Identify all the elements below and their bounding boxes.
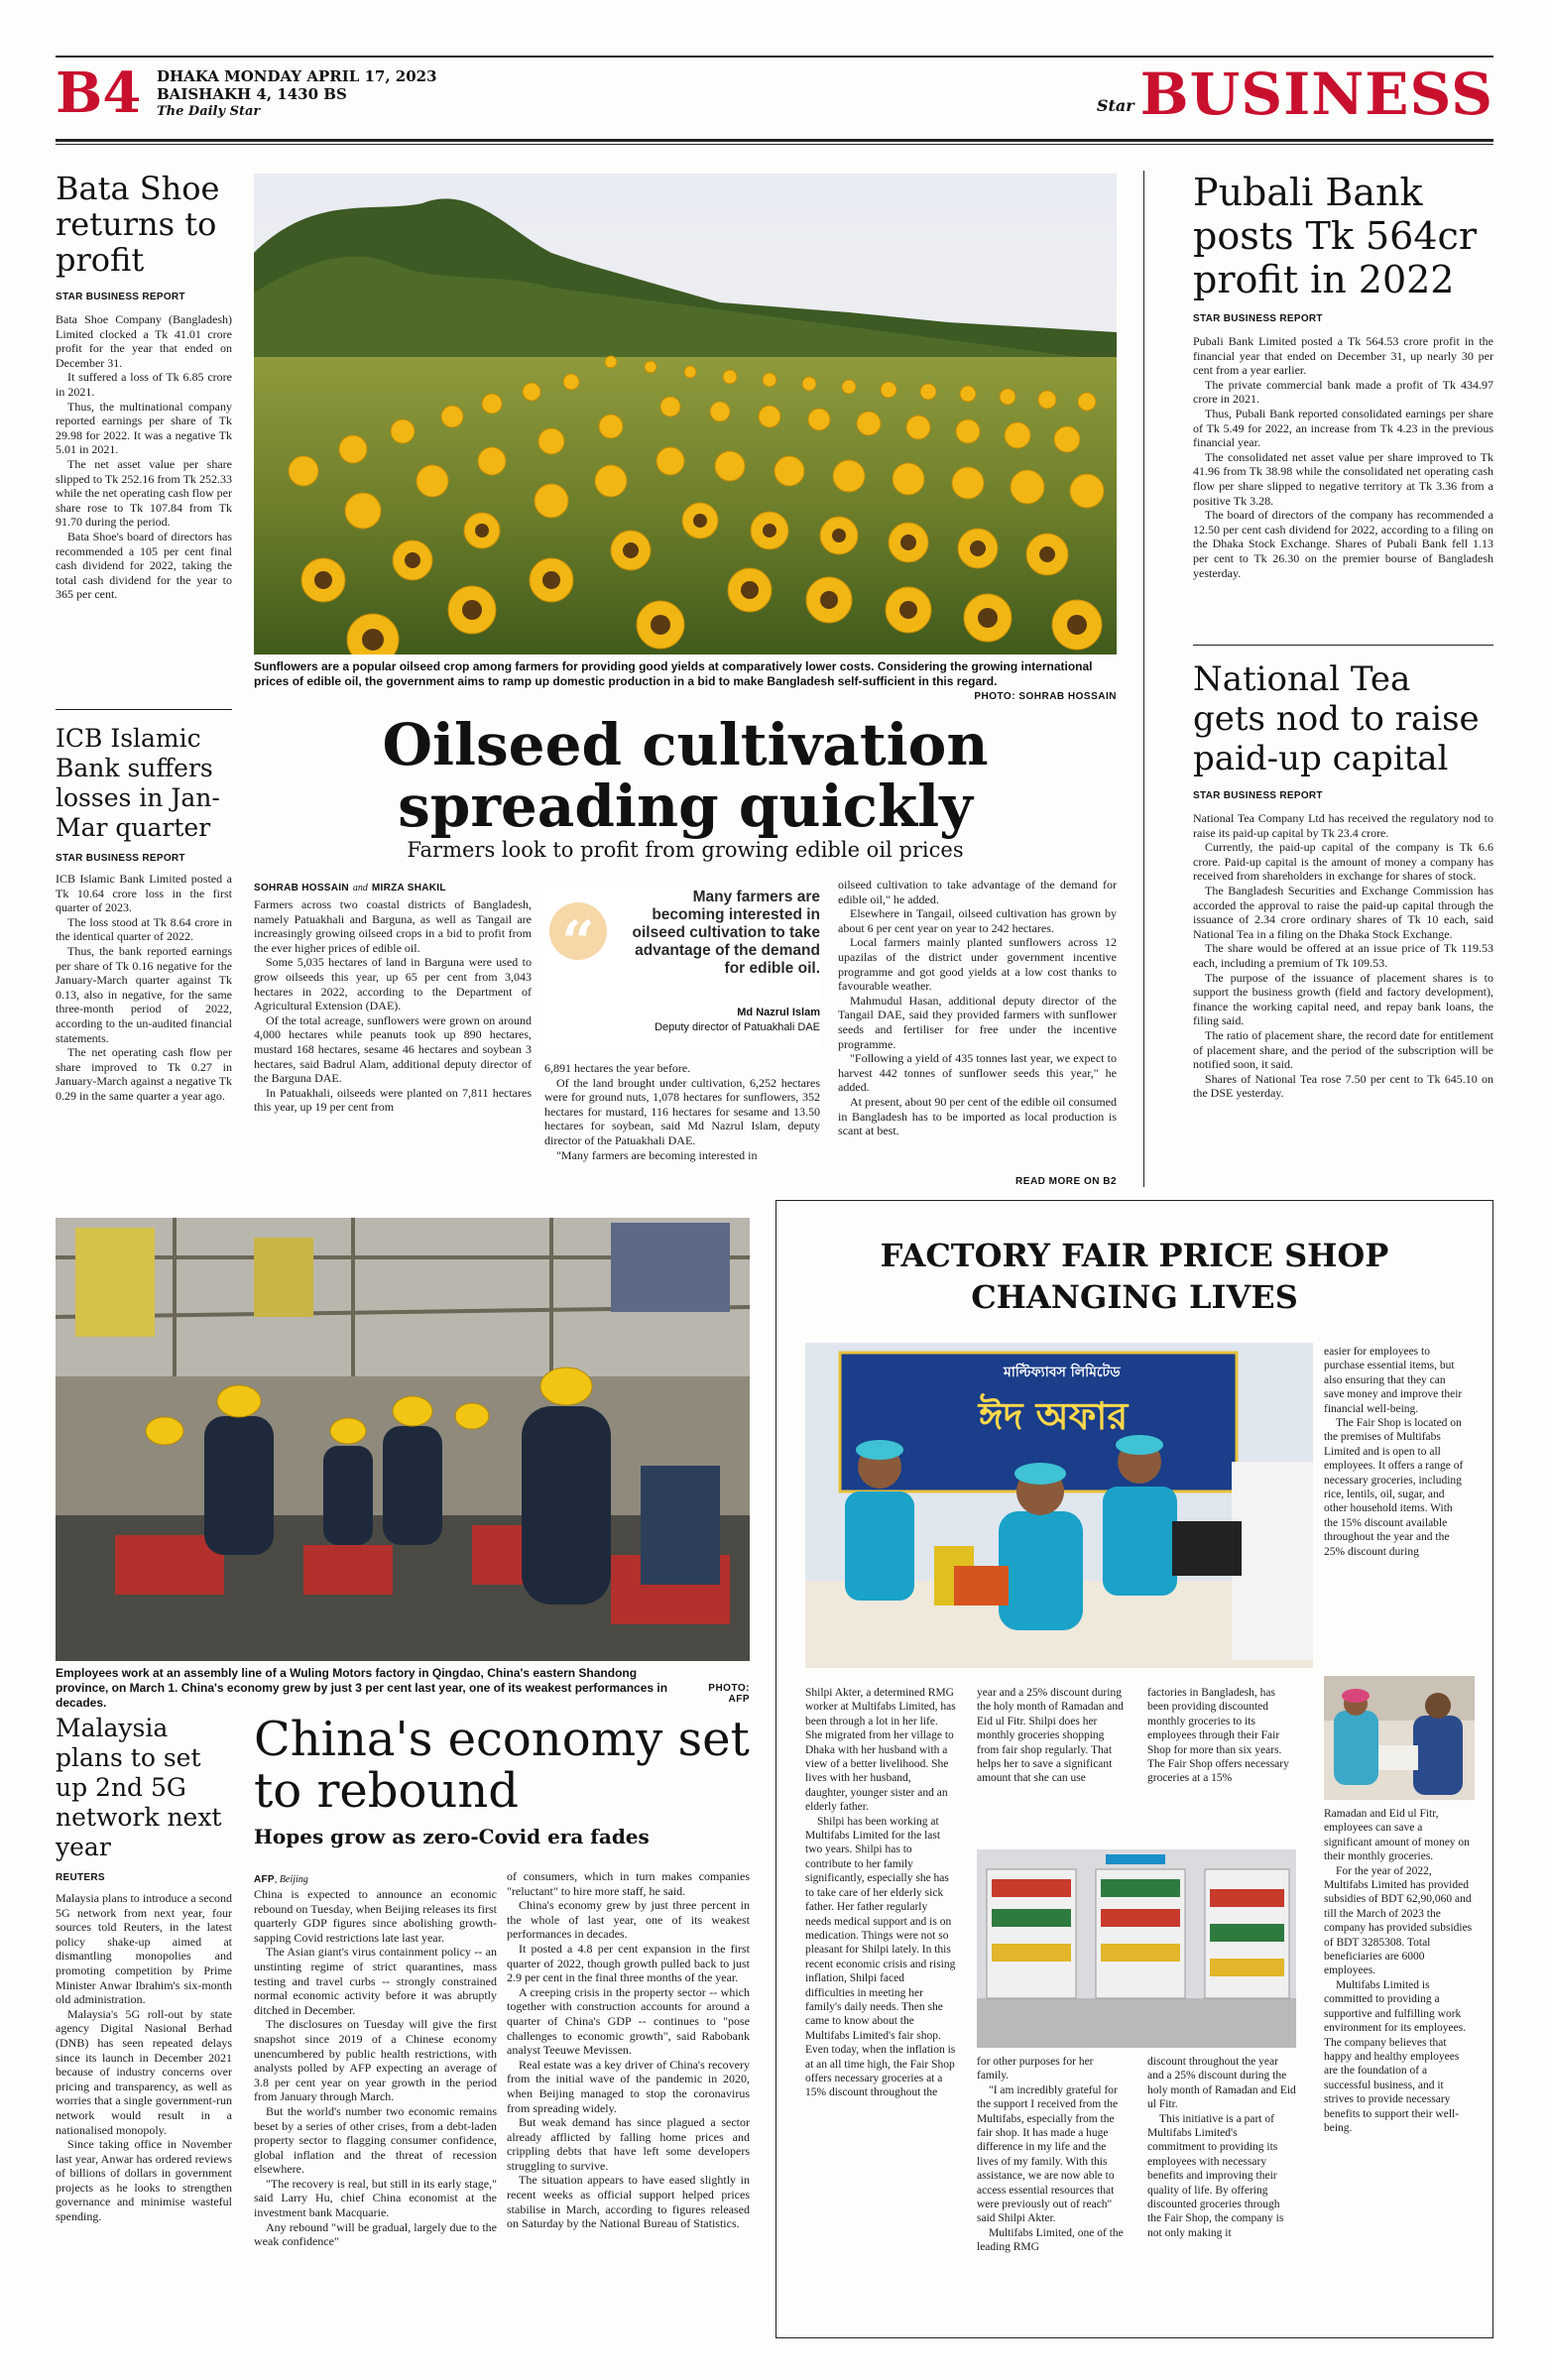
fair-shop-col3-top: factories in Bangladesh, has been providing discounted monthly groceries to its employees through their Fair Shop for more than six years. The Fair Shop offers necessary groceries at a 15%	[1147, 1687, 1289, 1785]
shop-aisle-photo	[977, 1849, 1296, 2048]
pubali-body: Pubali Bank Limited posted a Tk 564.53 crore profit in the financial year that ended on December 31, up nearly 30 per cent from a year earlier. The private commercial bank made a profit of Tk 434.97 crore in 2021. Thus, Pubali Bank reported consolidated earnings per share of Tk 5.49 for 2022, an increase from Tk 4.23 in the previous financial year. The consolidated net asset value per share improved to Tk 41.96 from Tk 38.98 while the consolidated net operating cash flow per share slipped to negative territory at Tk 3.36 from a positive Tk 3.28. The board of directors of the company has recommended a 12.50 per cent cash dividend for 2022, according to a filing on the Dhaka Stock Exchange. Shares of Pubali Bank fell 1.13 per cent to Tk 26.30 on the premier bourse of Bangladesh yesterday.	[1193, 334, 1493, 580]
tea-headline: National Tea gets nod to raise paid-up capital	[1193, 659, 1480, 778]
oilseed-col1: Farmers across two coastal districts of Bangladesh, namely Patuakhali and Barguna, as well as Tangail are increasingly growing oilseed crops in a bid to profit from the ever higher prices of edible oil. Some 5,035 hectares of land in Barguna were used to grow oilseeds this year, up 65 per cent from 3,043 hectares in 2022, according to the Department of Agricultural Extension (DAE). Of the total acreage, sunflowers were grown on around 4,000 hectares while peanuts took up 890 hectares, mustard 168 hectares, sesame 46 hectares and soybean 3 hectares, said Badrul Alam, additional deputy director of the Barguna DAE. In Patuakhali, oilseeds were planted on 7,811 hectares this year, up 19 per cent from	[254, 897, 532, 1115]
section-title: BUSINESS	[1139, 60, 1493, 128]
china-col1: China is expected to announce an economic rebound on Tuesday, when Beijing releases its first quarterly GDP figures since abolishing growth-sapping Covid restrictions late last year. The Asian giant's virus containment policy -- an unstinting regime of strict quarantines, mass testing and travel curbs -- strongly constrained normal economic activity before it was abruptly ditched in December. The disclosures on Tuesday will give the first snapshot since 2019 of a Chinese economy unencumbered by public health restrictions, with analysts polled by AFP expecting an average of 3.8 per cent year on year growth in the period from January through March. But the world's number two economic remains beset by a series of other crises, from a debt-laden property sector to flagging consumer confidence, global inflation and the threat of recession elsewhere. "The recovery is real, but still in its early stage," said Larry Hu, chief China economist at the investment bank Macquarie. Any rebound "will be gradual, largely due to the weak confidence"	[254, 1887, 497, 2249]
pubali-headline: Pubali Bank posts Tk 564cr profit in 2022	[1193, 171, 1477, 301]
china-headline: China's economy set to rebound	[254, 1712, 750, 1819]
page-number: B4	[56, 60, 142, 126]
malaysia-headline: Malaysia plans to set up 2nd 5G network next year	[56, 1714, 222, 1861]
shop-employee-photo	[1324, 1676, 1475, 1800]
bangla-date: BAISHAKH 4, 1430 BS	[157, 85, 347, 103]
china-photo-caption: Employees work at an assembly line of a Wuling Motors factory in Qingdao, China's eastern Shandong province, on March 1. China's economy grew by just 3 per cent last year, one of its weakest performances in decades.	[56, 1666, 668, 1710]
quote-title: Deputy director of Patuakhali DAE	[655, 1021, 820, 1033]
dateline: DHAKA MONDAY APRIL 17, 2023	[157, 67, 437, 85]
fair-shop-right-top: easier for employees to purchase essential items, but also ensuring that they can save money and improve their financial well-being. The Fair Shop is located on the premises of Multifabs Limited and is open to all employees. It offers a range of necessary groceries, including rice, lentils, oil, sugar, and other household items. With the 15% discount available throughout the year and the 25% discount during	[1324, 1346, 1464, 1558]
china-dateline: Beijing	[279, 1874, 308, 1885]
banner-company-name: মাল্টিফ্যাবস লিমিটেড	[1004, 1365, 1121, 1380]
eid-offer-shop-photo	[805, 1343, 1313, 1668]
icb-headline: ICB Islamic Bank suffers losses in Jan-Mar quarter	[56, 724, 220, 842]
oilseed-byline-b: MIRZA SHAKIL	[371, 883, 446, 893]
tea-body: National Tea Company Ltd has received the regulatory nod to raise its paid-up capital by Tk 23.4 crore. Currently, the paid-up capital of the company is Tk 6.6 crore. Paid-up capital is the amount of money a company has received from shareholders in exchange for shares of stock. The Bangladesh Securities and Exchange Commission has accorded the approval to raise the paid-up capital through the issuance of 2.34 crore ordinary shares of Tk 10 each, said National Tea in a filing on the Dhaka Stock Exchange. The share would be offered at an issue price of Tk 119.53 each, including a premium of Tk 109.53. The purpose of the issuance of placement shares is to support the business growth (field and factory development), finance the working capital need, and repay bank loans, the filing said. The ratio of placement share, the record date for entitlement of placement share, and the period of the subscription will be notified soon, it said. Shares of National Tea rose 7.50 per cent to Tk 645.10 on the DSE yesterday.	[1193, 811, 1493, 1101]
oilseed-subhead: Farmers look to profit from growing edible oil prices	[407, 838, 964, 862]
pull-quote	[544, 883, 820, 1051]
sunflower-credit: PHOTO: SOHRAB HOSSAIN	[974, 691, 1117, 702]
banner-eid-offer: ঈদ অফার	[978, 1394, 1129, 1438]
paper-logo: The Daily Star	[157, 104, 261, 119]
bata-headline: Bata Shoe returns to profit	[56, 170, 220, 279]
sunflower-caption: Sunflowers are a popular oilseed crop among farmers for providing good yields at comparatively lower costs. Considering the growing international prices of edible oil, the government aims to ramp up domestic production in a bid to make Bangladesh self-sufficient in this regard.	[254, 659, 1093, 688]
oilseed-col3: oilseed cultivation to take advantage of the demand for edible oil," he added. Elsewhere in Tangail, oilseed cultivation has grown by about 6 per cent year on year to 242 hectares. Local farmers mainly planted sunflowers across 12 upazilas of the district under government incentive programme and got good yields at a low cost thanks to favourable weather. Mahmudul Hasan, additional deputy director of the Tangail DAE, said they provided farmers with sunflower seeds and fertiliser for free under the incentive programme. "Following a yield of 435 tonnes last year, we expect to harvest 442 tonnes of sunflower seeds this year," he added. At present, about 90 per cent of the edible oil consumed in Bangladesh has to be imported as local production is scant at best.	[838, 878, 1117, 1138]
fair-shop-title: FACTORY FAIR PRICE SHOP CHANGING LIVES	[880, 1237, 1389, 1316]
star-logo: Star	[1096, 96, 1134, 115]
oilseed-byline-a: SOHRAB HOSSAIN	[254, 883, 349, 893]
fair-shop-col2-top: year and a 25% discount during the holy month of Ramadan and Eid ul Fitr. Shilpi does her monthly groceries shopping from fair shop regularly. That helps her to save a significant amount that she can use	[977, 1687, 1124, 1785]
fair-shop-col2-bottom: for other purposes for her family. "I am incredibly grateful for the support I received from the Multifabs, especially from the fair shop. It has made a huge difference in my life and the lives of my family. With this assistance, we are now able to access essential resources that were previously out of reach" said Shilpi Akter. Multifabs Limited, one of the leading RMG	[977, 2056, 1124, 2254]
bata-body: Bata Shoe Company (Bangladesh) Limited clocked a Tk 41.01 crore profit for the year that ended on December 31. It suffered a loss of Tk 6.85 crore in 2021. Thus, the multinational company reported earnings per share of Tk 29.98 for 2022. It was a negative Tk 5.01 in 2021. The net asset value per share slipped to Tk 252.16 from Tk 252.33 while the net operating cash flow per share rose to Tk 107.84 from Tk 91.70 during the period. Bata Shoe's board of directors has recommended a 105 per cent final cash dividend for 2022, taking the total cash dividend for the year to 365 per cent.	[56, 312, 232, 602]
malaysia-body: Malaysia plans to introduce a second 5G network from next year, four sources told Reuters, in the latest policy shake-up aimed at dismantling monopolies and promoting competition by Prime Minister Anwar Ibrahim's six-month old administration. Malaysia's 5G roll-out by state agency Digital Nasional Berhad (DNB) has seen repeated delays since its launch in December 2021 because of industry concerns over pricing and transparency, as well as worries that a single government-run network would result in a nationalised monopoly. Since taking office in November last year, Anwar has ordered reviews of billions of dollars in government projects as he looks to strengthen governance and minimise wasteful spending.	[56, 1891, 232, 2224]
icb-byline: STAR BUSINESS REPORT	[56, 853, 185, 864]
quote-text: Many farmers are becoming interested in oilseed cultivation to take advantage of the demand for edible oil.	[632, 889, 820, 977]
china-col2: of consumers, which in turn makes companies "reluctant" to hire more staff, he said. China's economy grew by just three percent in the whole of last year, one of its weakest performances in decades. It posted a 4.8 per cent expansion in the first quarter of 2022, though growth pulled back to just 2.9 per cent in the final three months of the year. A creeping crisis in the property sector -- which together with construction accounts for around a quarter of China's GDP -- continues to "pose challenges to economic growth", said Rabobank analyst Teeuwe Mevissen. Real estate was a key driver of China's recovery from the initial wave of the pandemic in 2020, when Beijing managed to stop the coronavirus from spreading widely. But weak demand has since plagued a sector already afflicted by falling home prices and crippling debts that have left some developers struggling to survive. The situation appears to have eased slightly in recent weeks as official support helped prices stabilise in March, according to figures released on Saturday by the National Bureau of Statistics.	[507, 1869, 750, 2231]
pubali-byline: STAR BUSINESS REPORT	[1193, 313, 1323, 324]
sunflower-photo	[254, 174, 1117, 654]
quote-icon: “	[549, 902, 607, 960]
china-subhead: Hopes grow as zero-Covid era fades	[254, 1825, 650, 1848]
malaysia-byline: REUTERS	[56, 1872, 105, 1883]
oilseed-byline-and: and	[352, 883, 368, 893]
factory-assembly-photo	[56, 1218, 750, 1661]
fair-shop-col3-bottom: discount throughout the year and a 25% discount during the holy month of Ramadan and Eid ul Fitr. This initiative is a part of Multifabs Limited's commitment to providing its employees with necessary benefits and improving their quality of life. By offering discounted groceries through the Fair Shop, the company is not only making it	[1147, 2056, 1296, 2239]
bata-byline: STAR BUSINESS REPORT	[56, 292, 185, 302]
icb-body: ICB Islamic Bank Limited posted a Tk 10.64 crore loss in the first quarter of 2023. The loss stood at Tk 8.64 crore in the identical quarter of 2022. Thus, the bank reported earnings per share of Tk 0.16 negative for the January-March quarter against Tk 0.13, also in negative, for the same three-month period of 2022, according to the un-audited financial statements. The net operating cash flow per share improved to Tk 0.27 in January-March against a negative Tk 0.29 in the same quarter a year ago.	[56, 872, 232, 1103]
tea-byline: STAR BUSINESS REPORT	[1193, 790, 1323, 801]
fair-shop-col1: Shilpi Akter, a determined RMG worker at Multifabs Limited, has been through a lot in her life. She migrated from her village to Dhaka with her husband with a view of a better livelihood. She lives with her husband, daughter, younger sister and an elderly father. Shilpi has been working at Multifabs Limited for the last two years. Shilpi has to contribute to her family significantly, especially she has to take care of her elderly sick father. Her father regularly needs medical support and is on medication. Things were not so pleasant for Shilpi lately. In this recent economic crisis and rising inflation, Shilpi faced difficulties in meeting her family's daily needs. Then she came to know about the Multifabs Limited's fair shop. Even today, when the inflation is at an all time high, the Fair Shop offers necessary groceries at a 15% discount throughout the	[805, 1687, 956, 2099]
china-photo-credit: PHOTO: AFP	[708, 1683, 750, 1705]
oilseed-col2: 6,891 hectares the year before. Of the land brought under cultivation, 6,252 hectares were for ground nuts, 1,078 hectares for sunflowers, 352 hectares for mustard, 116 hectares for sesame and 13.50 hectares for soybean, said Md Nazrul Islam, deputy director of the Patuakhali DAE. "Many farmers are becoming interested in	[544, 1061, 820, 1162]
fair-shop-col4-bottom: Ramadan and Eid ul Fitr, employees can save a significant amount of money on their monthly groceries. For the year of 2022, Multifabs Limited has provided subsidies of BDT 62,90,060 and till the March of 2023 the company has provided subsidies of BDT 3285308. Total beneficiaries are 6000 employees. Multifabs Limited is committed to providing a supportive and fulfilling work environment for its employees. The company believes that happy and healthy employees are the foundation of a successful business, and it strives to provide necessary benefits to support their well-being.	[1324, 1808, 1473, 2134]
quote-name: Md Nazrul Islam	[737, 1007, 820, 1018]
oilseed-headline: Oilseed cultivation spreading quickly	[382, 711, 989, 840]
china-byline: AFP	[254, 1874, 275, 1885]
read-more-link[interactable]: READ MORE ON B2	[1015, 1176, 1117, 1187]
